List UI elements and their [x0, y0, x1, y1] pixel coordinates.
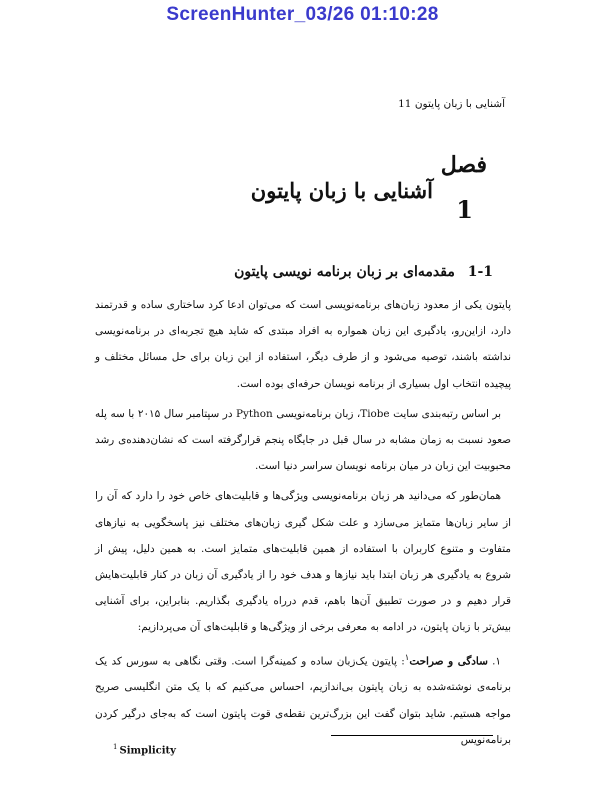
list-item-simplicity: [95, 645, 511, 753]
body-text: [95, 292, 511, 757]
footnote: [113, 743, 176, 756]
list-item-text: : پایتون یک‌زبان ساده و کمینه‌گرا است. وقتی نگاهی به سورس کد یک برنامه‌ی نوشته‌شده به زبان پایتون بی‌اندازیم، احساس می‌کنیم که با یک متن انگلیسی صریح مواجه هستیم. شاید بتوان گفت این بزرگ‌ترین نقطه‌ی قوت پایتون است که به‌جای درگیر کردن برنامه‌نویس: [95, 655, 511, 746]
chapter-title: آشنایی با زبان پایتون: [250, 178, 433, 203]
running-head-title: آشنایی با زبان پایتون: [414, 98, 505, 110]
section-title: مقدمه‌ای بر زبان برنامه نویسی پایتون: [234, 264, 455, 280]
list-item-number: ۱.: [492, 655, 501, 668]
footnote-marker: 1: [113, 743, 118, 751]
paragraph-tiobe: بر اساس رتبه‌بندی سایت Tiobe، زبان برنامه‌نویسی Python در سپتامبر سال ۲۰۱۵ با سه پله صعود نسبت به زمان مشابه در سال قبل در جایگاه پنجم قرارگرفته است که نشان‌دهنده‌ی رشد محبوبیت این زبان در میان برنامه نویسان سراسر دنیا است.: [95, 407, 511, 473]
chapter-label: فصل: [440, 152, 487, 178]
footnote-divider: [331, 735, 493, 736]
screenhunter-watermark: ScreenHunter_03/26 01:10:28: [166, 4, 439, 25]
section-heading: [93, 264, 493, 280]
running-head: [388, 98, 505, 110]
page-number: 11: [398, 98, 412, 110]
paragraph-intro: پایتون یکی از معدود زبان‌های برنامه‌نویسی است که می‌توان ادعا کرد ساختاری ساده و قدرتمند دارد، ازاین‌رو، یادگیری این زبان همواره به افراد مبتدی که شاید هیچ تجربه‌ای در برنامه‌نویسی نداشته باشند، توصیه می‌شود و از طرف دیگر، استفاده از این زبان برای حل مسائل مختلف و پیچیده انتخاب اول بسیاری از برنامه نویسان حرفه‌ای بوده است.: [95, 299, 511, 390]
footnote-ref: ۱: [404, 652, 410, 663]
section-number: 1-1: [467, 264, 493, 280]
chapter-number: 1: [456, 195, 473, 224]
footnote-text: Simplicity: [119, 745, 176, 757]
list-item-bold-term: سادگی و صراحت: [409, 655, 488, 668]
paragraph-features: همان‌طور که می‌دانید هر زبان برنامه‌نویسی ویژگی‌ها و قابلیت‌های خاص خود را دارد که آن را از سایر زبان‌ها متمایز می‌سازد و علت شکل گیری زبان‌های مختلف نیز پاسخگویی به نیازهای متفاوت و متنوع کاربران با استفاده از همین قابلیت‌های متمایز است. به همین دلیل، پیش از شروع به یادگیری هر زبان ابتدا باید نیازها و هدف خود را از یادگیری آن زبان در کنار قابلیت‌هایش قرار دهیم و در صورت تطبیق آن‌ها باهم، قدم درراه یادگیری بگذاریم. بنابراین، برای آشنایی بیش‌تر با زبان پایتون، در ادامه به معرفی برخی از ویژگی‌ها و قابلیت‌های آن می‌پردازیم:: [95, 490, 511, 634]
